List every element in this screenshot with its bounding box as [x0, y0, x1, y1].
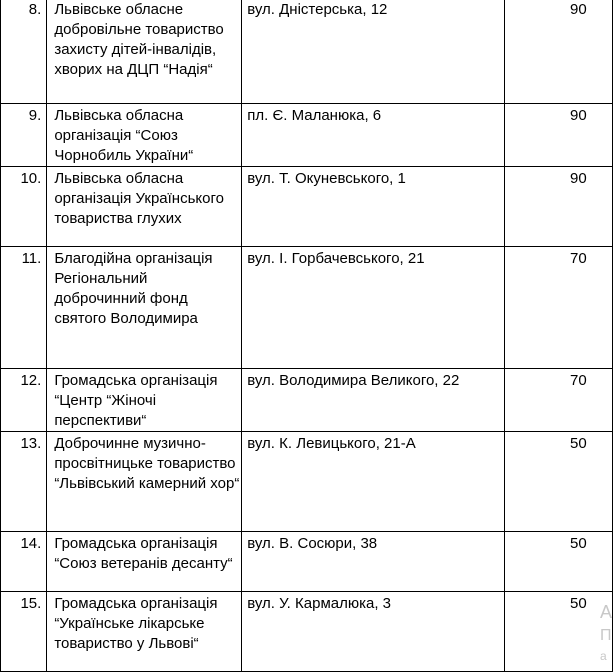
row-number: 9.: [1, 104, 47, 167]
table-row: [1, 369, 613, 432]
row-value: 70: [504, 369, 612, 432]
row-number: 15.: [1, 592, 47, 672]
organization-name: Громадська організація “Українське лікарське товариство у Львові“: [47, 592, 242, 672]
row-value: 70: [504, 247, 612, 369]
row-number: 12.: [1, 369, 47, 432]
row-value: 90: [504, 167, 612, 247]
organization-address: вул. Володимира Великого, 22: [242, 369, 504, 432]
organization-name: Громадська організація “Центр “Жіночі перспективи“: [47, 369, 242, 432]
organization-name: Доброчинне музично-просвітницьке товариство “Львівський камерний хор“: [47, 432, 242, 532]
row-value: 50: [504, 432, 612, 532]
row-number: 13.: [1, 432, 47, 532]
row-value: 90: [504, 104, 612, 167]
row-number: 8.: [1, 0, 47, 104]
organization-name: Львівська обласна організація “Союз Чорнобиль України“: [47, 104, 242, 167]
organization-name: Громадська організація “Союз ветеранів десанту“: [47, 532, 242, 592]
row-value: 50: [504, 592, 612, 672]
row-number: 14.: [1, 532, 47, 592]
row-number: 11.: [1, 247, 47, 369]
watermark-text: а: [600, 649, 607, 663]
organization-name: Львівське обласне добровільне товариство захисту дітей-інвалідів, хворих на ДЦП “Надія“: [47, 0, 242, 104]
watermark-text: А: [600, 602, 613, 622]
table-row: [1, 592, 613, 672]
table-row: [1, 104, 613, 167]
organization-address: вул. Т. Окуневського, 1: [242, 167, 504, 247]
watermark-text: П: [600, 627, 612, 644]
row-value: 90: [504, 0, 612, 104]
organization-address: вул. І. Горбачевського, 21: [242, 247, 504, 369]
organization-address: вул. В. Сосюри, 38: [242, 532, 504, 592]
organization-name: Благодійна організація Регіональний доброчинний фонд святого Володимира: [47, 247, 242, 369]
organization-address: вул. К. Левицького, 21-А: [242, 432, 504, 532]
table-row: [1, 532, 613, 592]
table-row: [1, 247, 613, 369]
table-row: [1, 0, 613, 104]
organization-name: Львівська обласна організація Українського товариства глухих: [47, 167, 242, 247]
table-row: [1, 432, 613, 532]
row-number: 10.: [1, 167, 47, 247]
organization-address: вул. Дністерська, 12: [242, 0, 504, 104]
organization-address: вул. У. Кармалюка, 3: [242, 592, 504, 672]
row-value: 50: [504, 532, 612, 592]
table-row: [1, 167, 613, 247]
organization-address: пл. Є. Маланюка, 6: [242, 104, 504, 167]
